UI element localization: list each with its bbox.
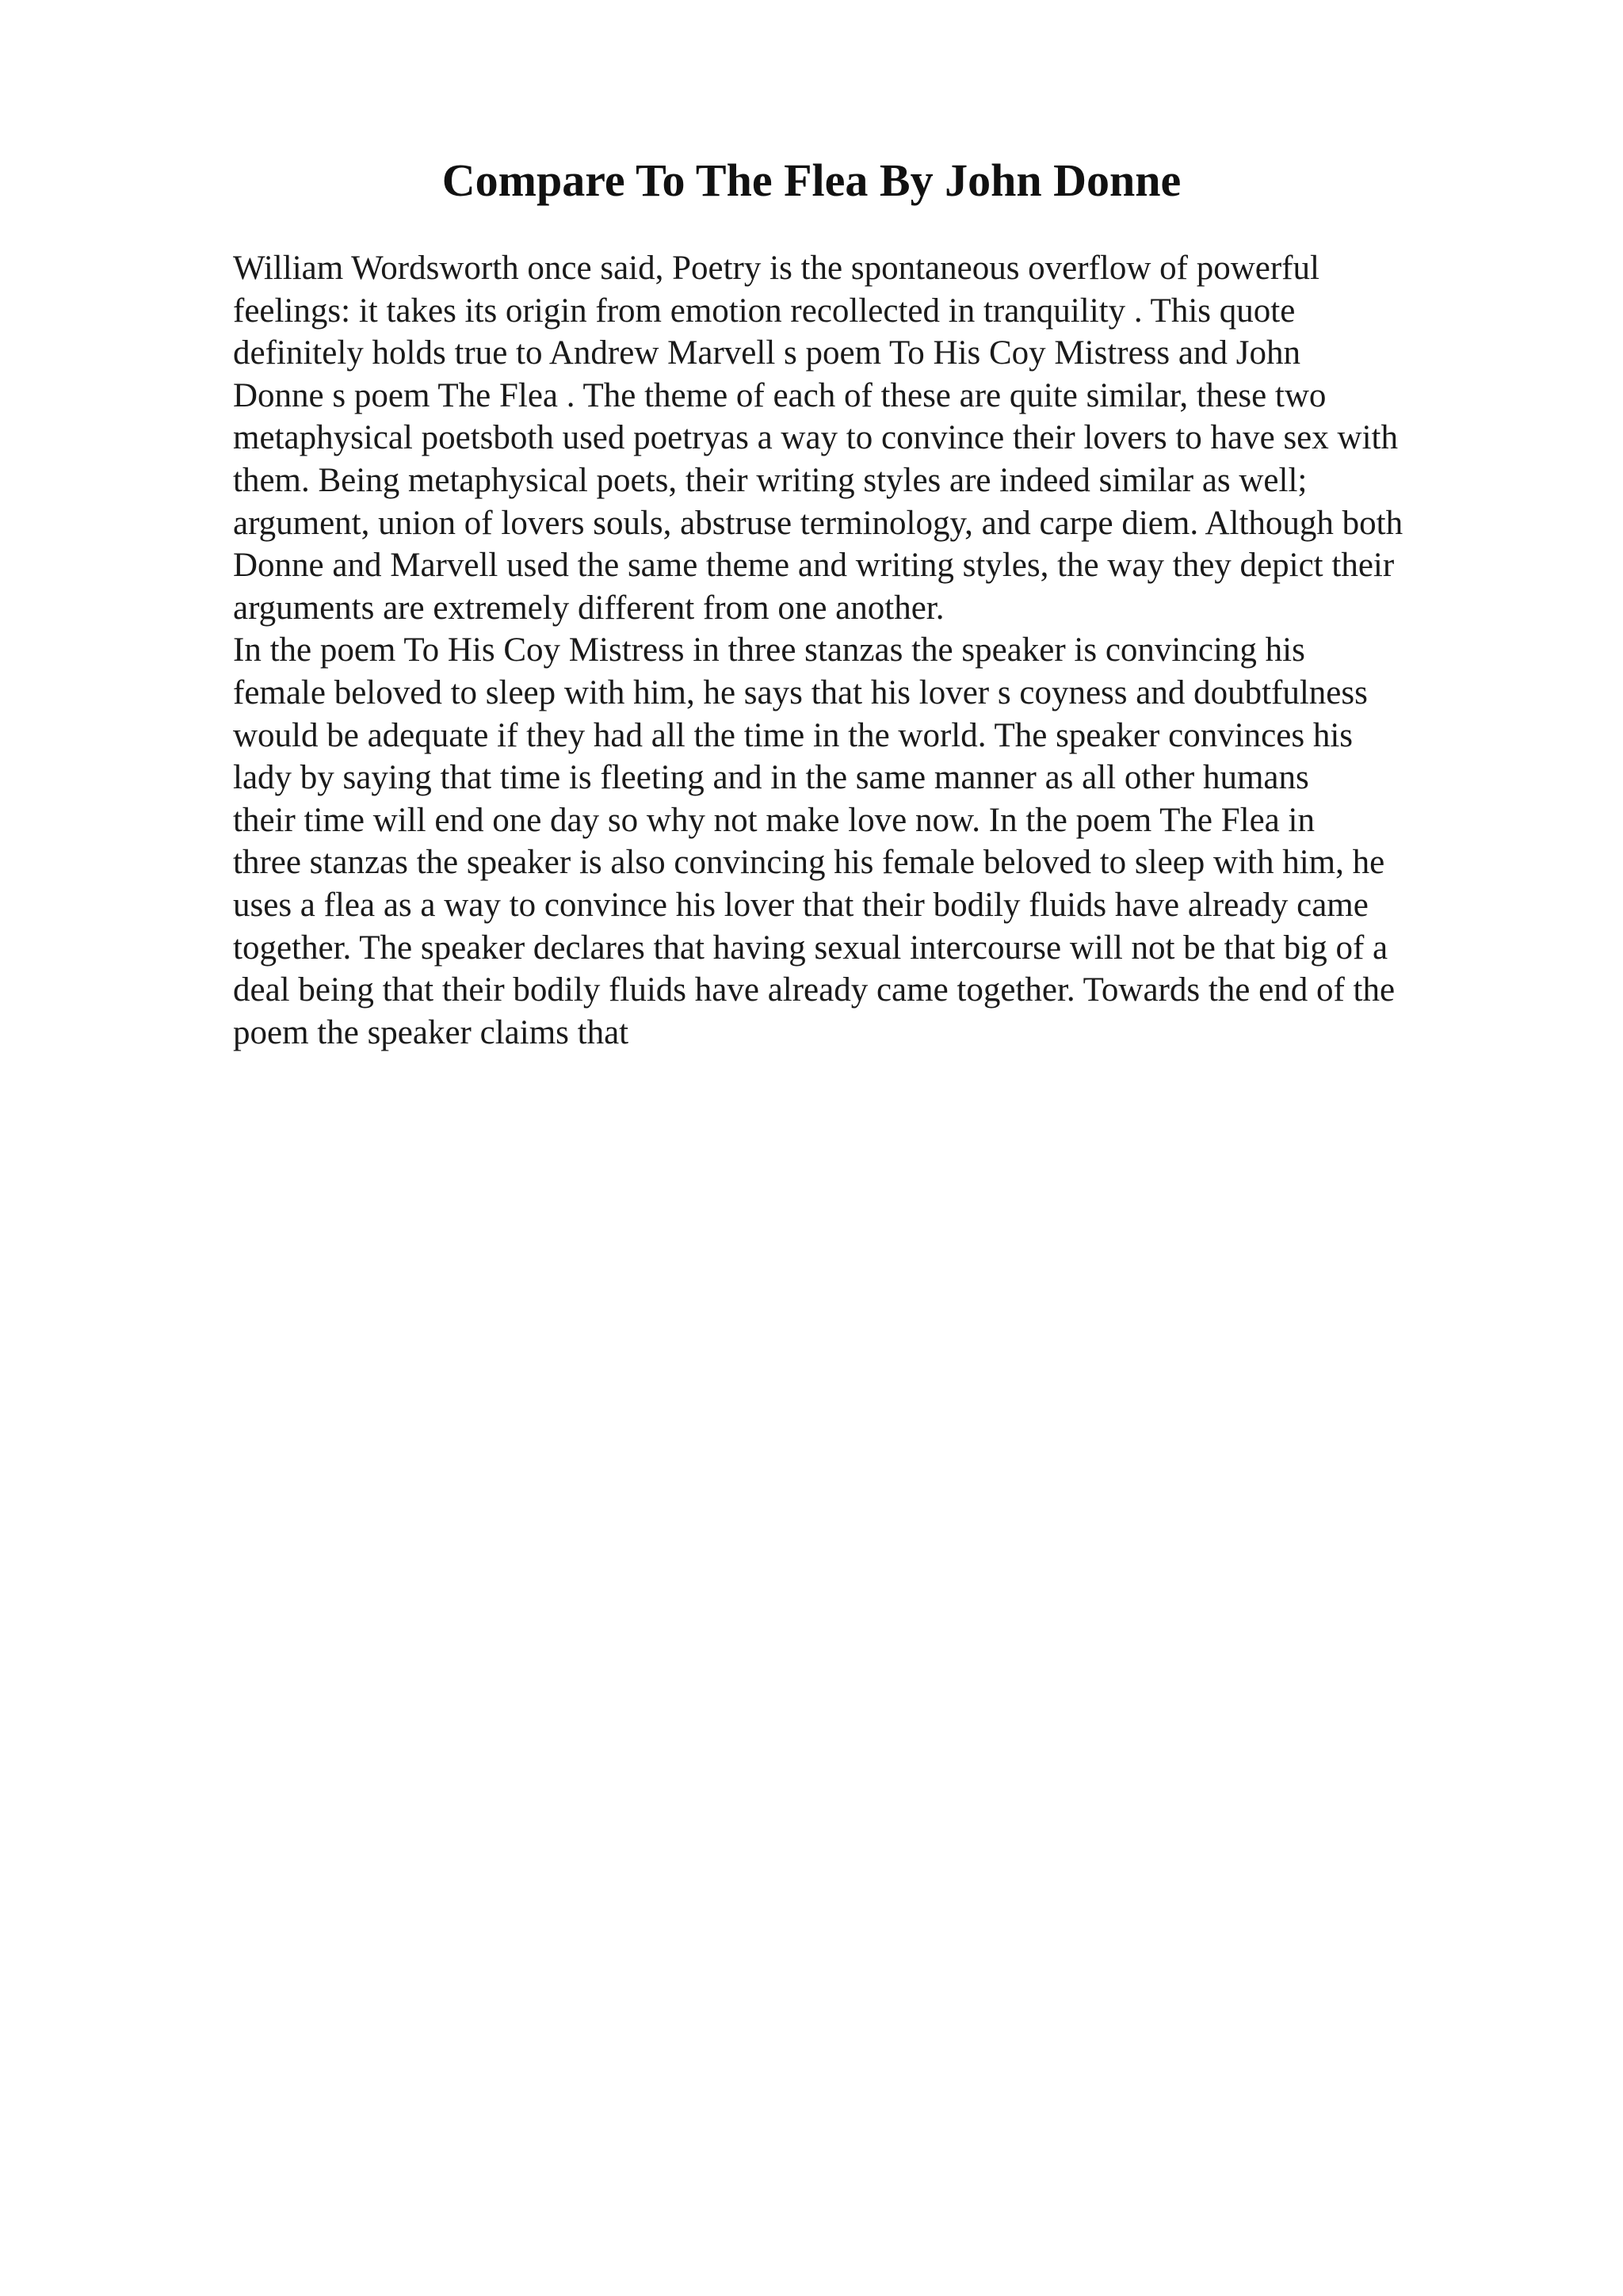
body-line: argument, union of lovers souls, abstruse terminology, and carpe diem. Although both [233,504,1403,542]
body-line: metaphysical poetsboth used poetryas a way to convince their lovers to have sex with [233,419,1398,457]
body-line: arguments are extremely different from one another. [233,589,945,627]
body-line: deal being that their bodily fluids have already came together. Towards the end of the [233,971,1396,1009]
body-line: three stanzas the speaker is also convincing his female beloved to sleep with him, he [233,844,1385,882]
document-body [233,247,1517,1054]
body-line: Donne and Marvell used the same theme and writing styles, the way they depict their [233,547,1395,585]
body-line: poem the speaker claims that [233,1013,629,1051]
body-line: William Wordsworth once said, Poetry is the spontaneous overflow of powerful [233,250,1319,287]
body-line: their time will end one day so why not make love now. In the poem The Flea in [233,801,1315,839]
body-line: definitely holds true to Andrew Marvell s poem To His Coy Mistress and John [233,334,1300,372]
document-title: Compare To The Flea By John Donne [441,154,1182,206]
body-line: them. Being metaphysical poets, their writing styles are indeed similar as well; [233,461,1308,499]
body-line: uses a flea as a way to convince his lover that their bodily fluids have already came [233,886,1369,924]
body-line: would be adequate if they had all the time in the world. The speaker convinces his [233,716,1353,754]
body-line: together. The speaker declares that having sexual intercourse will not be that big of a [233,929,1388,967]
body-line: Donne s poem The Flea . The theme of each of these are quite similar, these two [233,376,1327,414]
body-line: feelings: it takes its origin from emotion recollected in tranquility . This quote [233,292,1296,330]
body-line: lady by saying that time is fleeting and in the same manner as all other humans [233,759,1309,797]
body-line: In the poem To His Coy Mistress in three stanzas the speaker is convincing his [233,631,1305,669]
body-line: female beloved to sleep with him, he says that his lover s coyness and doubtfulness [233,673,1368,711]
